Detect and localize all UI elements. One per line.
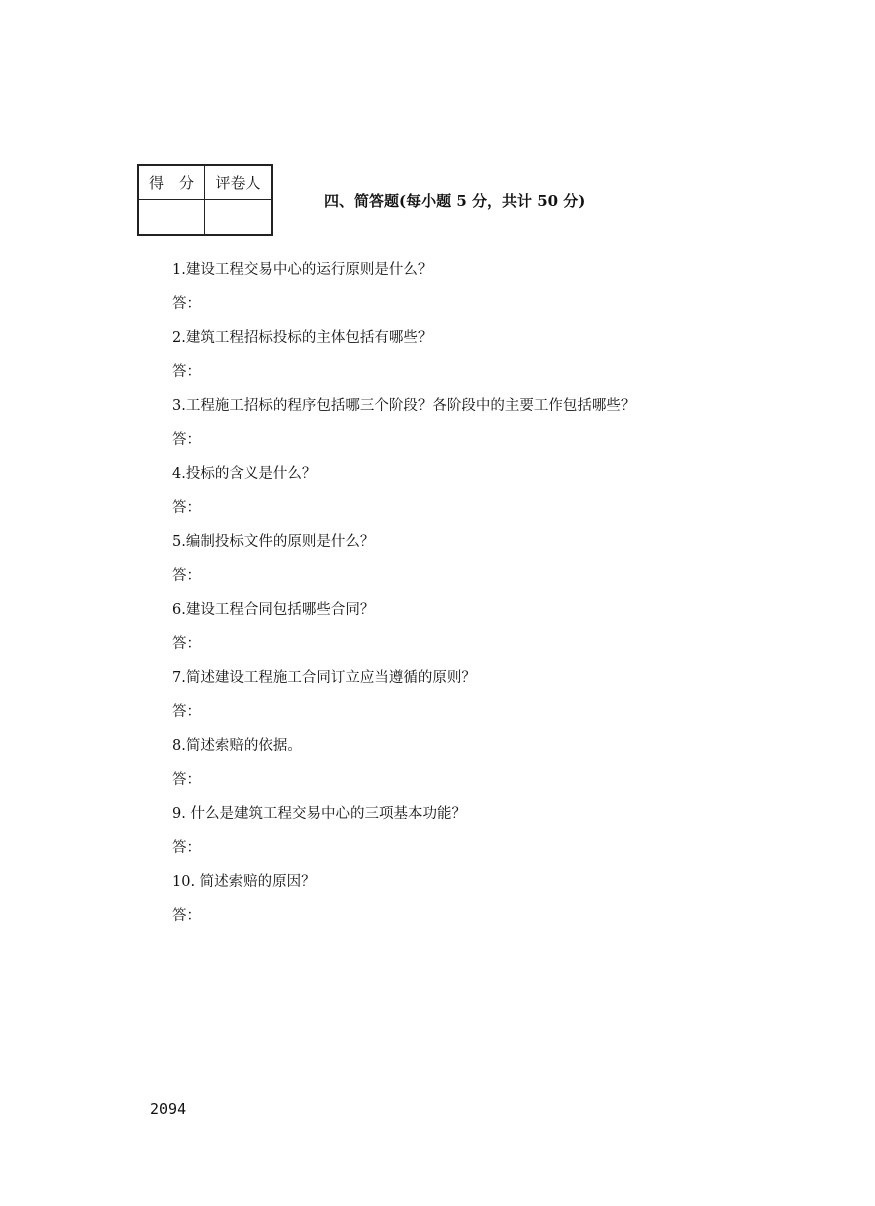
question-4: 4.投标的含义是什么？ xyxy=(172,466,317,482)
answer-8: 答： xyxy=(172,772,201,788)
page-number: 2094 xyxy=(150,1100,187,1118)
question-10: 10. 简述索赔的原因？ xyxy=(172,874,316,890)
score-label: 得 分 xyxy=(138,165,205,200)
grader-label: 评卷人 xyxy=(205,165,273,200)
question-7: 7.简述建设工程施工合同订立应当遵循的原则？ xyxy=(172,670,476,686)
answer-9: 答： xyxy=(172,840,201,856)
question-9: 9. 什么是建筑工程交易中心的三项基本功能？ xyxy=(172,806,466,822)
answer-5: 答： xyxy=(172,568,201,584)
section-title: 四、简答题(每小题 5 分，共计 50 分) xyxy=(324,192,586,210)
score-table xyxy=(137,164,273,236)
answer-4: 答： xyxy=(172,500,201,516)
answer-3: 答： xyxy=(172,432,201,448)
grader-value-cell xyxy=(205,200,273,236)
answer-7: 答： xyxy=(172,704,201,720)
answer-2: 答： xyxy=(172,364,201,380)
question-8: 8.简述索赔的依据。 xyxy=(172,738,302,754)
question-3: 3.工程施工招标的程序包括哪三个阶段？各阶段中的主要工作包括哪些？ xyxy=(172,398,636,414)
answer-10: 答： xyxy=(172,908,201,924)
answer-1: 答： xyxy=(172,296,201,312)
score-value-cell xyxy=(138,200,205,236)
answer-6: 答： xyxy=(172,636,201,652)
question-1: 1.建设工程交易中心的运行原则是什么？ xyxy=(172,262,433,278)
question-5: 5.编制投标文件的原则是什么？ xyxy=(172,534,375,550)
question-6: 6.建设工程合同包括哪些合同？ xyxy=(172,602,375,618)
question-2: 2.建筑工程招标投标的主体包括有哪些？ xyxy=(172,330,433,346)
